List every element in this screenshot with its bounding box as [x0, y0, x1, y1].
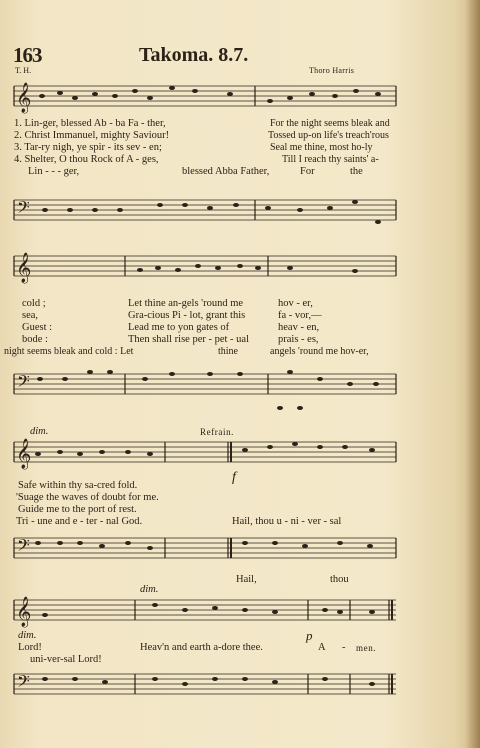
lyric-amen-dash: - [342, 642, 346, 653]
bass-lyric-thou: thou [330, 574, 349, 585]
verse1-line-right: For the night seems bleak and [270, 118, 390, 129]
verse4-line-left: 4. Shelter, O thou Rock of A - ges, [14, 154, 159, 165]
staff-system2-bass [0, 362, 480, 422]
refrain-label: Refrain. [200, 427, 235, 437]
refrain-verse1-line: Safe within thy sa-cred fold. [18, 480, 138, 491]
verse1-line3-a: cold ; [22, 298, 46, 309]
verse3-line-left: 3. Tar-ry nigh, ye spir - its sev - en; [14, 142, 162, 153]
bass-lyric-thine: thine [218, 346, 238, 357]
hymn-title: Takoma. 8.7. [139, 44, 249, 66]
verse1-line-left: 1. Lin-ger, blessed Ab - ba Fa - ther, [14, 118, 166, 129]
verse2-line3-a: sea, [22, 310, 39, 321]
author-name: Thoro Harris [309, 66, 355, 75]
svg-text:𝄞: 𝄞 [16, 83, 32, 112]
bass-lyric-abba-father: blessed Abba Father, [182, 166, 270, 177]
staff-system4-treble [0, 592, 480, 636]
verse4-line3-b: Then shall rise per - pet - ual [128, 334, 249, 345]
verse3-line3-a: Guest : [22, 322, 53, 333]
lyric-lord: Lord! [18, 642, 42, 653]
svg-text:𝄢: 𝄢 [17, 373, 30, 395]
verse4-line-right: Till I reach thy saints' a- [282, 154, 379, 165]
verse3-line3-c: heav - en, [278, 322, 320, 333]
bass-lyric-hail: Hail, [236, 574, 257, 585]
verse3-line-right: Seal me thine, most ho-ly [270, 142, 373, 153]
lyric-heaven-and-earth: Heav'n and earth a-dore thee. [140, 642, 263, 653]
bass-lyric-universal-lord: uni-ver-sal Lord! [30, 654, 102, 665]
verse2-line-left: 2. Christ Immanuel, mighty Saviour! [14, 130, 170, 141]
bass-lyric-linger: Lin - - - ger, [28, 166, 80, 177]
verse2-line3-c: fa - vor,— [278, 310, 322, 321]
verse2-line-right: Tossed up-on life's treach'rous [268, 130, 389, 141]
verse2-line3-b: Gra-cious Pi - lot, grant this [128, 310, 246, 321]
bass-lyric-for: For [300, 166, 315, 177]
dynamic-dim: dim. [30, 426, 49, 437]
dynamic-dim-upper: dim. [140, 584, 159, 595]
lyric-amen-b: men. [356, 643, 377, 653]
bass-lyric-night: night seems bleak and cold : Let [4, 346, 134, 357]
dynamic-forte: f [232, 470, 236, 485]
verse4-line3-c: prais - es, [278, 334, 319, 345]
svg-text:𝄢: 𝄢 [17, 673, 30, 695]
bass-lyric-angels: angels 'round me hov-er, [270, 346, 369, 357]
lyric-amen-a: A [318, 642, 326, 653]
svg-text:𝄞: 𝄞 [16, 253, 32, 282]
staff-system4-bass [0, 666, 480, 710]
staff-system2-treble [0, 248, 480, 298]
refrain-verse4-line: Tri - une and e - ter - nal God. [16, 516, 143, 527]
bass-lyric-the: the [350, 166, 363, 177]
verse1-line3-c: hov - er, [278, 298, 313, 309]
svg-text:𝄢: 𝄢 [17, 537, 30, 559]
verse4-line3-a: bode : [22, 334, 48, 345]
svg-text:𝄞: 𝄞 [16, 597, 32, 626]
refrain-hail-line: Hail, thou u - ni - ver - sal [232, 516, 342, 527]
hymn-number: 163 [13, 43, 42, 67]
staff-system1-bass [0, 192, 480, 242]
verse3-line3-b: Lead me to yon gates of [128, 322, 230, 333]
dynamic-piano: p [306, 628, 313, 643]
author-initials: T. H. [15, 66, 32, 75]
staff-system3-bass [0, 530, 480, 574]
dynamic-dim-lower: dim. [18, 630, 37, 641]
staff-system3-treble [0, 432, 480, 482]
verse1-line3-b: Let thine an-gels 'round me [128, 298, 244, 309]
svg-text:𝄞: 𝄞 [16, 439, 32, 468]
refrain-verse3-line: Guide me to the port of rest. [18, 504, 137, 515]
refrain-verse2-line: 'Suage the waves of doubt for me. [16, 492, 159, 503]
svg-text:𝄢: 𝄢 [17, 199, 30, 221]
